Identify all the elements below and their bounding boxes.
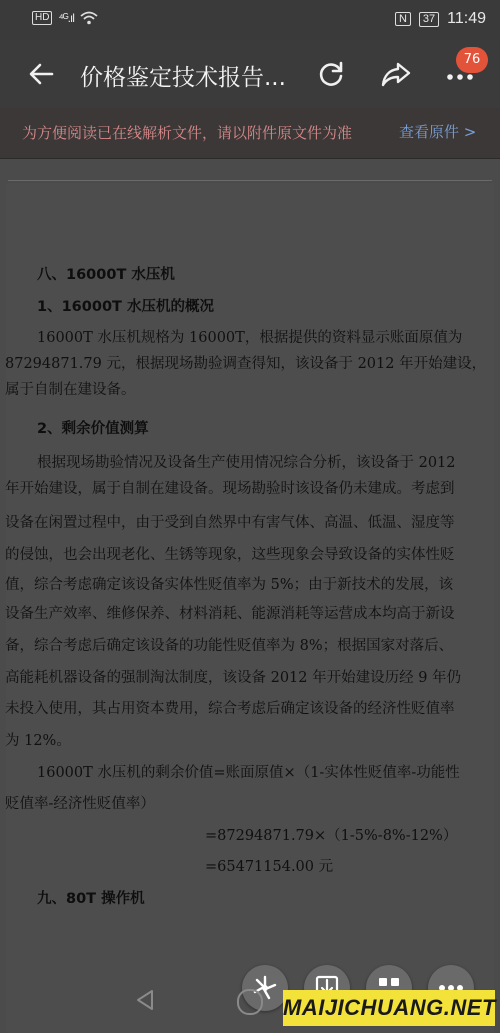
triangle-back-icon [134,988,156,1012]
paragraph-line: 87294871.79 元，根据现场勘验调查得知，该设备于 2012 年开始建设， [5,356,487,372]
paragraph-line: 的侵蚀，也会出现老化、生锈等现象，这些现象会导致设备的实体性贬 [5,547,455,563]
status-right [395,10,486,28]
formula-line: 16000T 水压机的剩余价值=账面原值×（1-实体性贬值率-功能性 [37,765,460,781]
share-button[interactable] [378,56,414,92]
refresh-icon [313,56,349,92]
subsection-heading: 2、剩余价值测算 [37,421,149,437]
paragraph-line: 高能耗机器设备的强制淘汰制度，该设备 2012 年开始建设历经 9 年仍 [5,670,462,686]
paragraph-line: 属于自制在建设备。 [5,382,136,398]
paragraph-line: 设备生产效率、维修保养、材料消耗、能源消耗等运营成本均高于新设 [5,606,455,622]
subsection-heading: 1、16000T 水压机的概况 [37,299,214,315]
paragraph-line: 值，综合考虑确定该设备实体性贬值率为 5%；由于新技术的发展，该 [5,577,454,593]
system-back-button[interactable] [134,988,156,1016]
back-arrow-icon [24,56,60,92]
status-bar [0,0,500,40]
paragraph-line: 为 12%。 [5,733,71,749]
battery-indicator: 37 [419,12,439,27]
page-title: 价格鉴定技术报告... [80,65,286,91]
paragraph-line: 年开始建设，属于自制在建设备。现场勘验时该设备仍未建成。考虑到 [5,481,455,497]
notification-badge: 76 [456,47,488,73]
paragraph-line: 16000T 水压机规格为 16000T，根据提供的资料显示账面原值为 [37,330,463,346]
hd-indicator: HD [32,11,52,25]
paragraph-line: 备，综合考虑后确定该设备的功能性贬值率为 8%；根据国家对落后、 [5,638,454,654]
watermark: MAIJICHUANG.NET [283,990,495,1026]
paragraph-line: 未投入使用，其占用资本费用，综合考虑后确定该设备的经济性贬值率 [5,701,455,717]
formula-line: 贬值率-经济性贬值率） [5,796,155,812]
refresh-button[interactable] [313,56,349,92]
nfc-indicator: N [395,12,411,26]
section-heading-9: 九、80T 操作机 [37,891,145,907]
section-heading-8: 八、16000T 水压机 [37,267,175,283]
title-bar [0,40,500,108]
status-left [32,11,98,25]
share-icon [378,56,414,92]
page-divider [8,180,492,181]
paragraph-line: 根据现场勘验情况及设备生产使用情况综合分析，该设备于 2012 [37,455,456,471]
view-original-link[interactable]: 查看原件 > [399,123,477,141]
back-button[interactable] [24,56,60,92]
formula-line: =87294871.79×（1-5%-8%-12%） [205,828,458,844]
document-viewer[interactable] [0,159,500,1033]
wifi-icon [80,11,98,25]
notice-bar [0,108,500,159]
clock: 11:49 [447,10,486,27]
signal-indicator: ⁴ᴳ.ıl [58,11,74,25]
formula-result: =65471154.00 元 [205,859,334,875]
notice-text: 为方便阅读已在线解析文件，请以附件原文件为准 [22,124,353,142]
system-home-button[interactable] [237,989,263,1015]
paragraph-line: 设备在闲置过程中，由于受到自然界中有害气体、高温、低温、湿度等 [5,515,455,531]
